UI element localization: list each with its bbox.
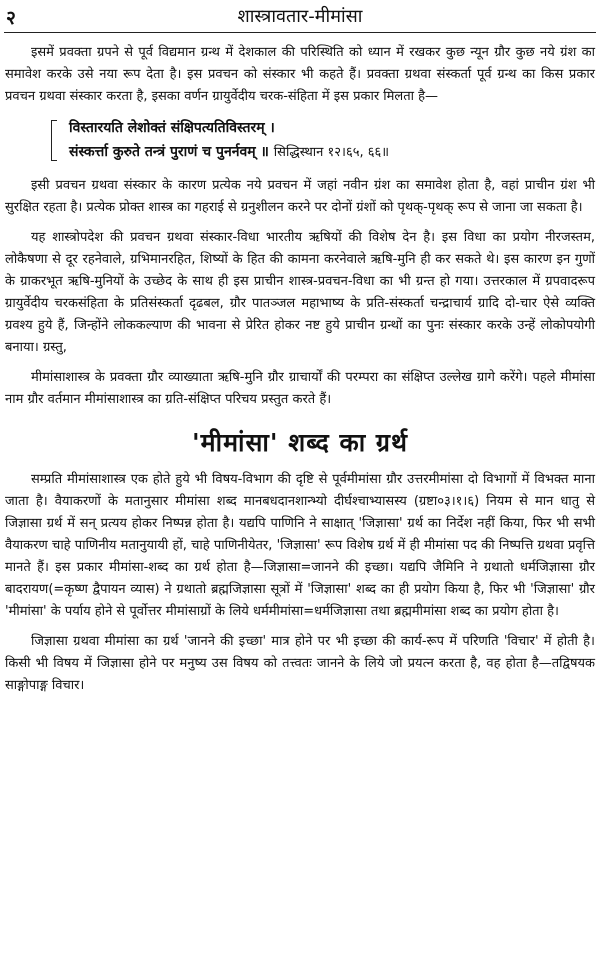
verse-bracket bbox=[51, 120, 52, 161]
verse-line-2 bbox=[69, 140, 595, 165]
verse-line-2-text: संस्कर्त्ता कुरुते तन्त्रं पुराणं च पुनर्नवम् ॥ bbox=[69, 144, 269, 160]
section-heading: 'मीमांसा' शब्द का ग्रर्थ bbox=[192, 428, 408, 457]
running-title: शास्त्रावतार-मीमांसा bbox=[237, 6, 363, 27]
verse-citation: सिद्धिस्थान १२।६५, ६६॥ bbox=[273, 145, 390, 160]
paragraph-3: यह शास्त्रोपदेश की प्रवचन ग्रथवा संस्कार-विधा भारतीय ऋषियों की विशेष देन है। इस विधा का प्रयोग नीरजस्तम, लोकैषणा से दूर रहनेवाले, ग्रभिमानरहित, शिष्यों के हित की कामना करनेवाले ऋषि-मुनि ही कर सकते थे। इस कारण इन गुणों के ग्राकरभूत ऋषि-मुनियों के उच्छेद के साथ ही इस प्राचीन शास्त्र-प्रवचन-विधा का भी ग्रन्त हो गया। उत्तरकाल में ग्रपवादरूप ग्रायुर्वेदीय चरकसंहिता के प्रतिसंस्कर्ता दृढबल, ग्रौर पातञ्जल महाभाष्य के प्रति-संस्कर्ता चन्द्राचार्य ग्रादि दो-चार ऐसे व्यक्ति ग्रवश्य हुये हैं, जिन्होंने लोककल्याण की भावना से प्रेरित होकर नष्ट हुये प्राचीन ग्रन्थों का पुनः संस्कार करके उन्हें लोकोपयोगी बनाया। ग्रस्तु, bbox=[5, 230, 595, 355]
verse-bracket-top bbox=[51, 120, 57, 121]
verse-line-1: विस्तारयति लेशोक्तं संक्षिपत्यतिविस्तरम् । bbox=[69, 120, 275, 136]
paragraph-1: इसमें प्रवक्ता ग्रपने से पूर्व विद्यमान ग्रन्थ में देशकाल की परिस्थिति को ध्यान में रखकर कुछ न्यून ग्रौर कुछ नये ग्रंश का समावेश करके उसे नया रूप देता है। इस प्रवचन को संस्कार भी कहते हैं। प्रवक्ता ग्रथवा संस्कर्ता पूर्व ग्रन्थ का किस प्रकार प्रवचन ग्रथवा संस्कार करता है, इसका वर्णन ग्रायुर्वेदीय चरक-संहिता में इस प्रकार मिलता है— bbox=[5, 45, 595, 104]
paragraph-6: जिज्ञासा ग्रथवा मीमांसा का ग्रर्थ 'जानने की इच्छा' मात्र होने पर भी इच्छा की कार्य-रूप में परिणति 'विचार' में होती है। किसी भी विषय में जिज्ञासा होने पर मनुष्य उस विषय को तत्त्वतः जानने के लिये जो प्रयत्न करता है, वह होता है—तद्विषयक साङ्गोपाङ्ग विचार। bbox=[5, 634, 595, 693]
header-rule bbox=[4, 32, 596, 33]
paragraph-4: मीमांसाशास्त्र के प्रवक्ता ग्रौर व्याख्याता ऋषि-मुनि ग्रौर ग्राचार्यों की परम्परा का संक्षिप्त उल्लेख ग्रागे करेंगे। पहले मीमांसा नाम ग्रौर वर्तमान मीमांसाशास्त्र का ग्रति-संक्षिप्त परिचय प्रस्तुत करते हैं। bbox=[5, 370, 595, 407]
page-body bbox=[5, 42, 595, 705]
verse-bracket-bottom bbox=[51, 160, 57, 161]
paragraph-2: इसी प्रवचन ग्रथवा संस्कार के कारण प्रत्येक नये प्रवचन में जहां नवीन ग्रंश का समावेश होता है, वहां प्राचीन ग्रंश भी सुरक्षित रहता है। प्रत्येक प्रोक्त शास्त्र का गहराई से ग्रनुशीलन करने पर दोनों ग्रंशों को पृथक्-पृथक् रूप से जाना जा सकता है। bbox=[5, 178, 595, 215]
page-number: २ bbox=[6, 7, 16, 29]
verse-quote bbox=[51, 116, 595, 165]
page-header bbox=[0, 4, 600, 30]
paragraph-5: सम्प्रति मीमांसाशास्त्र एक होते हुये भी विषय-विभाग की दृष्टि से पूर्वमीमांसा ग्रौर उत्तरमीमांसा दो विभागों में विभक्त माना जाता है। वैयाकरणों के मतानुसार मीमांसा शब्द मानबधदानशान्भ्यो दीर्घश्चाभ्यासस्य (ग्रष्टा०३।१।६) नियम से मान धातु से जिज्ञासा ग्रर्थ में सन् प्रत्यय होकर निष्पन्न होता है। यद्यपि पाणिनि ने साक्षात् 'जिज्ञासा' ग्रर्थ का निर्देश नहीं किया, फिर भी सभी वैयाकरण चाहे पाणिनीय मतानुयायी हों, चाहे पाणिनीयेतर, 'जिज्ञासा' रूप विशेष ग्रर्थ में ही मीमांसा पद की निष्पत्ति ग्रथवा प्रवृत्ति मानते हैं। इस प्रकार मीमांसा-शब्द का ग्रर्थ होता है—जिज्ञासा=जानने की इच्छा। यद्यपि जैमिनि ने ग्रथातो धर्मजिज्ञासा ग्रौर बादरायण(=कृष्ण द्वैपायन व्यास) ने ग्रथातो ब्रह्मजिज्ञासा सूत्रों में 'जिज्ञासा' शब्द का ही प्रयोग किया है, फिर भी 'जिज्ञासा' ग्रौर 'मीमांसा' के पर्याय होने से पूर्वोत्तर मीमांसाग्रों के लिये धर्ममीमांसा=धर्मजिज्ञासा तथा ब्रह्ममीमांसा शब्द का प्रयोग होता है। bbox=[5, 472, 595, 619]
